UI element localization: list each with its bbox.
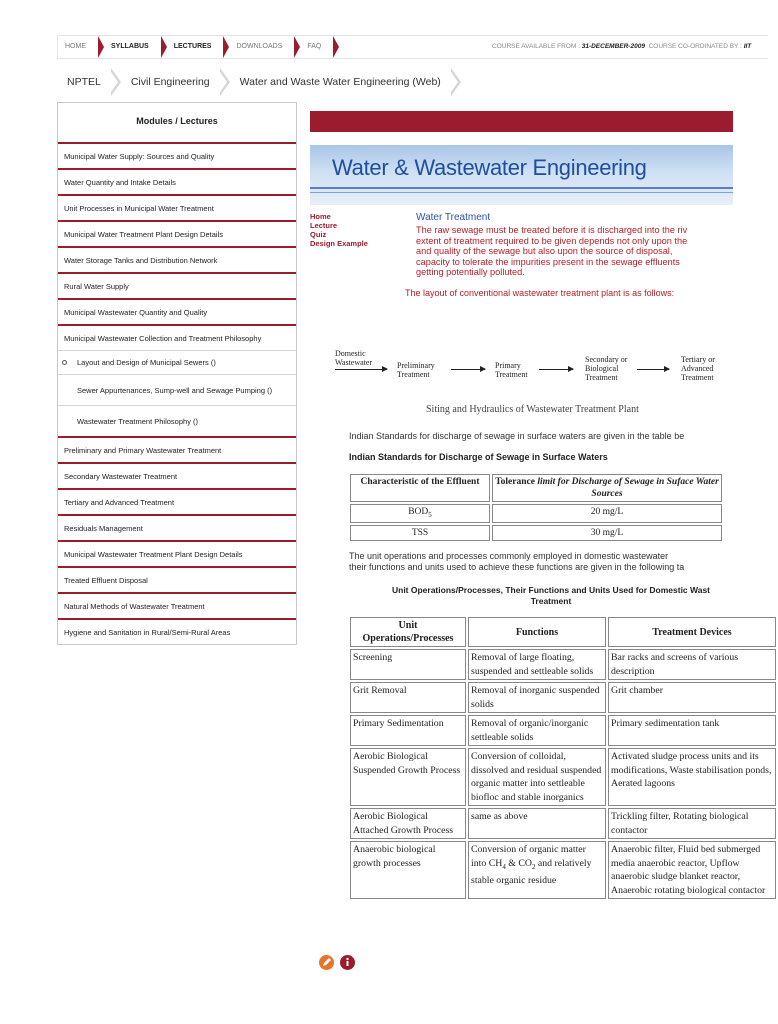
cell-text: BOD xyxy=(408,507,429,517)
nav-lectures[interactable]: LECTURES xyxy=(167,36,224,58)
breadcrumb-nptel[interactable]: NPTEL xyxy=(67,76,101,88)
table-cell: Aerobic Biological Attached Growth Process xyxy=(350,808,466,839)
intro-line: extent of treatment required to be given depends not only upon the xyxy=(416,235,688,246)
header-text: Tolerance xyxy=(495,477,535,487)
table-row xyxy=(350,504,722,523)
table-row xyxy=(350,808,776,839)
coordinator: IIT xyxy=(743,43,752,50)
table-header: Characteristic of the Effluent xyxy=(350,474,490,502)
table-header xyxy=(492,474,722,502)
flow-text: Tertiary or xyxy=(681,355,715,364)
edit-icon[interactable] xyxy=(319,955,334,970)
sidebar-title: Modules / Lectures xyxy=(58,103,296,144)
flow-stage-tertiary xyxy=(681,355,715,382)
intro-line: getting potentially polluted. xyxy=(416,267,525,277)
title-line: Unit Operations/Processes, Their Functions and Units Used for Domestic Wast xyxy=(391,585,711,595)
table-header: Treatment Devices xyxy=(608,617,776,647)
intro-line: their functions and units used to achieve these functions are given in the following ta xyxy=(349,562,685,572)
flow-arrow xyxy=(539,369,573,370)
flow-text: Domestic xyxy=(335,349,366,358)
sidebar-item[interactable]: Municipal Wastewater Collection and Treatment Philosophy xyxy=(58,326,296,351)
flow-text: Secondary or xyxy=(585,355,628,364)
standards-intro: Indian Standards for discharge of sewage in surface waters are given in the table be xyxy=(349,431,685,441)
section-title: Water Treatment xyxy=(416,212,491,223)
flow-text: Treatment xyxy=(495,370,528,379)
table-header-row xyxy=(350,474,722,502)
table-header: Functions xyxy=(468,617,606,647)
table-cell: Grit chamber xyxy=(608,682,776,713)
sidebar-item[interactable]: Water Storage Tanks and Distribution Network xyxy=(58,248,296,274)
unit-ops-intro xyxy=(349,551,734,573)
table-cell: Trickling filter, Rotating biological contactor xyxy=(608,808,776,839)
table-cell xyxy=(350,504,490,523)
cell-subscript: 4 xyxy=(502,862,506,871)
table-row xyxy=(350,649,776,680)
sidebar-item[interactable]: Rural Water Supply xyxy=(58,274,296,300)
flow-arrow xyxy=(335,369,387,370)
cell-subscript: 5 xyxy=(428,510,432,519)
banner xyxy=(310,145,733,205)
sidebar-item[interactable]: Natural Methods of Wastewater Treatment xyxy=(58,594,296,620)
flow-text: Treatment xyxy=(585,373,618,382)
table-row xyxy=(350,525,722,541)
course-date: 31-DECEMBER-2009 xyxy=(581,43,645,50)
flow-stage-primary xyxy=(495,361,528,379)
nav-home[interactable]: HOME xyxy=(58,36,98,58)
info-icon-glyph xyxy=(340,955,355,970)
sidebar-subitem[interactable]: Wastewater Treatment Philosophy () xyxy=(58,406,296,438)
table-cell: Aerobic Biological Suspended Growth Process xyxy=(350,748,466,806)
sidebar xyxy=(57,102,297,645)
flow-arrow xyxy=(451,369,485,370)
table-row xyxy=(350,715,776,746)
sidebar-item[interactable]: Municipal Wastewater Quantity and Quality xyxy=(58,300,296,326)
flow-text: Primary xyxy=(495,361,521,370)
intro-paragraph xyxy=(416,225,734,278)
content-menu xyxy=(310,212,368,248)
table-row xyxy=(350,682,776,713)
top-nav xyxy=(57,36,333,58)
table-cell: TSS xyxy=(350,525,490,541)
diagram-caption: Siting and Hydraulics of Wastewater Treatment Plant xyxy=(426,404,639,415)
layout-sentence: The layout of conventional wastewater treatment plant is as follows: xyxy=(405,288,675,298)
sidebar-item[interactable]: Tertiary and Advanced Treatment xyxy=(58,490,296,516)
table-cell: Activated sludge process units and its modifications, Waste stabilisation ponds, Aerated lagoons xyxy=(608,748,776,806)
flow-text: Treatment xyxy=(397,370,430,379)
table-cell xyxy=(468,841,606,899)
table-cell: Removal of inorganic suspended solids xyxy=(468,682,606,713)
flow-text: Treatment xyxy=(681,373,714,382)
breadcrumb xyxy=(57,68,461,96)
cell-text: Conversion of organic matter into CH xyxy=(471,844,586,869)
coordinated-label: COURSE CO-ORDINATED BY : xyxy=(648,43,742,50)
table-cell: Removal of organic/inorganic settleable solids xyxy=(468,715,606,746)
flow-stage-preliminary xyxy=(397,361,435,379)
table-cell: 30 mg/L xyxy=(492,525,722,541)
table-cell: Screening xyxy=(350,649,466,680)
unit-ops-table-viewport[interactable] xyxy=(348,615,772,942)
table-row xyxy=(350,841,776,899)
menu-home[interactable]: Home xyxy=(310,212,331,221)
nav-faq[interactable]: FAQ xyxy=(300,36,333,58)
sidebar-subitem[interactable]: Sewer Appurtenances, Sump-well and Sewage Pumping () xyxy=(58,375,296,406)
intro-line: The unit operations and processes commonly employed in domestic wastewater xyxy=(349,551,669,561)
banner-rule xyxy=(310,187,733,189)
table-cell: Anaerobic filter, Fluid bed submerged media anaerobic reactor, Upflow anaerobic sludge blanket reactor, Anaerobic rotating biological contactor xyxy=(608,841,776,899)
table-cell: 20 mg/L xyxy=(492,504,722,523)
flow-text: Biological xyxy=(585,364,619,373)
table-header: Unit Operations/Processes xyxy=(350,617,466,647)
info-icon[interactable] xyxy=(340,955,355,970)
breadcrumb-course[interactable]: Water and Waste Water Engineering (Web) xyxy=(239,76,441,88)
flow-text: Preliminary xyxy=(397,361,435,370)
intro-line: and quality of the sewage but also upon the source of disposal, xyxy=(416,246,673,256)
flow-stage-secondary xyxy=(585,355,627,382)
menu-design-example[interactable]: Design Example xyxy=(310,239,368,248)
sidebar-item[interactable]: Residuals Management xyxy=(58,516,296,542)
flow-stage-domestic xyxy=(335,349,372,367)
intro-line: The raw sewage must be treated before it is discharged into the riv xyxy=(416,225,688,235)
edit-icon-glyph xyxy=(319,955,334,970)
table-row xyxy=(350,748,776,806)
sidebar-item[interactable]: Preliminary and Primary Wastewater Treatment xyxy=(58,438,296,464)
cell-text: & CO xyxy=(505,857,532,869)
menu-quiz[interactable]: Quiz xyxy=(310,230,327,239)
breadcrumb-separator xyxy=(451,68,461,96)
nav-syllabus[interactable]: SYLLABUS xyxy=(104,36,161,58)
sidebar-item[interactable]: Secondary Wastewater Treatment xyxy=(58,464,296,490)
banner-title: Water & Wastewater Engineering xyxy=(332,155,647,180)
menu-lecture[interactable]: Lecture xyxy=(310,221,338,230)
course-info xyxy=(492,36,751,58)
breadcrumb-separator xyxy=(220,68,230,96)
banner-strip xyxy=(310,111,733,132)
nav-downloads[interactable]: DOWNLOADS xyxy=(229,36,294,58)
flow-text: Advanced xyxy=(681,364,714,373)
table-cell: Bar racks and screens of various description xyxy=(608,649,776,680)
breadcrumb-civil[interactable]: Civil Engineering xyxy=(130,76,210,88)
cell-text: and relatively stable organic residue xyxy=(471,857,592,886)
sidebar-item[interactable]: Water Quantity and Intake Details xyxy=(58,170,296,196)
sidebar-item[interactable]: Hygiene and Sanitation in Rural/Semi-Rural Areas xyxy=(64,627,231,637)
unit-ops-title xyxy=(368,585,734,607)
table-cell: Anaerobic biological growth processes xyxy=(350,841,466,899)
intro-line: capacity to tolerate the impurities present in the sewage effluents xyxy=(416,256,680,267)
table-cell: Grit Removal xyxy=(350,682,466,713)
flow-arrow xyxy=(637,369,669,370)
unit-ops-table xyxy=(348,615,778,901)
banner-rule xyxy=(310,192,733,193)
title-line: Treatment xyxy=(530,596,572,606)
sidebar-item[interactable]: Municipal Water Supply: Sources and Quality xyxy=(58,144,296,170)
table-header-row xyxy=(350,617,776,647)
standards-table xyxy=(348,472,724,543)
standards-title: Indian Standards for Discharge of Sewage in Surface Waters xyxy=(349,452,608,462)
sidebar-subitem[interactable]: Layout and Design of Municipal Sewers () xyxy=(58,351,296,375)
course-available-label: COURSE AVAILABLE FROM : xyxy=(492,43,580,50)
table-cell: Removal of large floating, suspended and settleable solids xyxy=(468,649,606,680)
sidebar-item[interactable]: Treated Effluent Disposal xyxy=(58,568,296,594)
sidebar-item[interactable]: Municipal Wastewater Treatment Plant Design Details xyxy=(58,542,296,568)
sidebar-item[interactable]: Municipal Water Treatment Plant Design Details xyxy=(58,222,296,248)
sidebar-item[interactable]: Unit Processes in Municipal Water Treatment xyxy=(58,196,296,222)
flow-text: Wastewater xyxy=(335,358,373,367)
cell-subscript: 2 xyxy=(531,862,536,871)
table-cell: Primary Sedimentation xyxy=(350,715,466,746)
table-cell: Conversion of colloidal, dissolved and residual suspended organic matter into settleable biofloc and stable inorganics xyxy=(468,748,606,806)
breadcrumb-separator xyxy=(111,68,121,96)
header-italic-text: limit for Discharge of Sewage in Suface Water Sources xyxy=(537,477,719,499)
table-cell: Primary sedimentation tank xyxy=(608,715,776,746)
treatment-flow-diagram xyxy=(333,345,733,395)
table-cell: same as above xyxy=(468,808,606,839)
